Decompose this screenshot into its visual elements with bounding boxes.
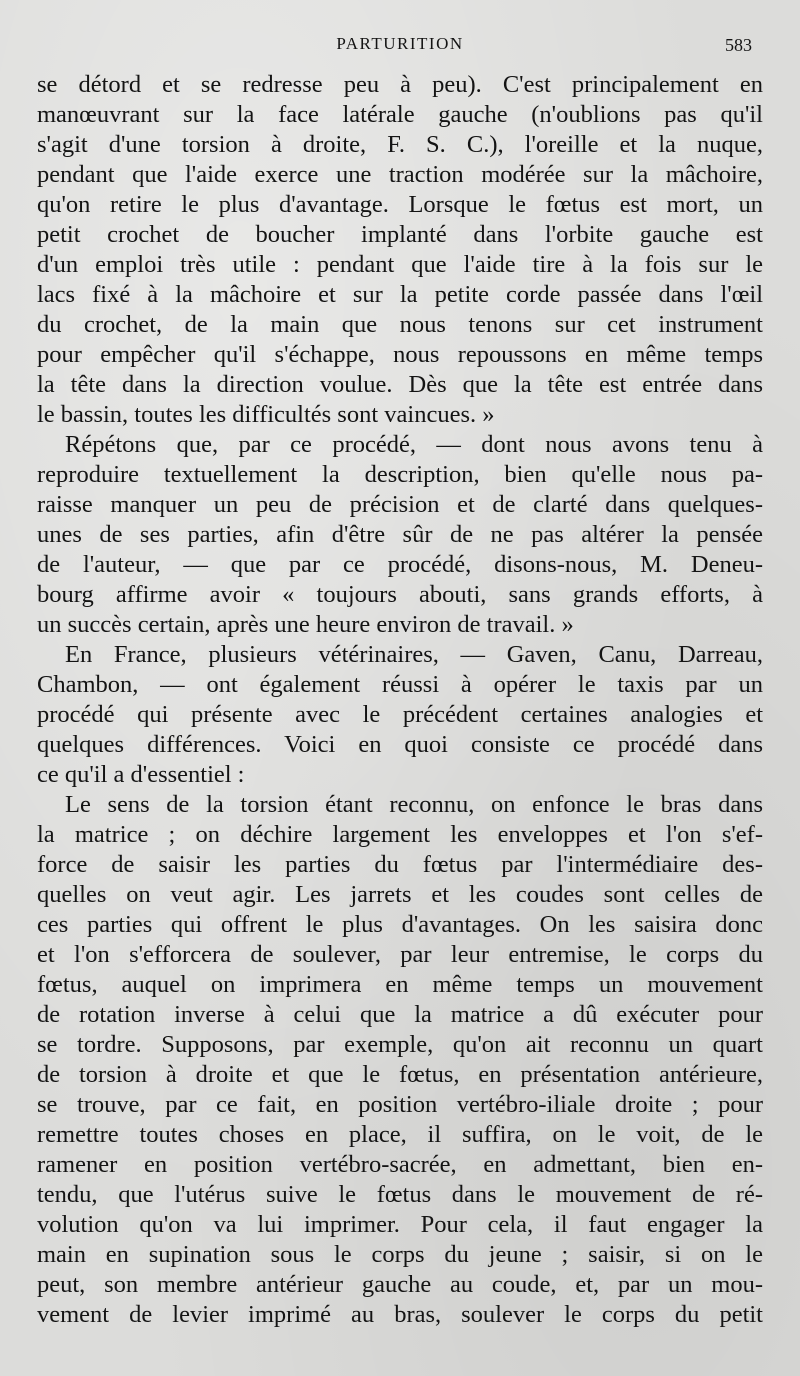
text-line: qu'on retire le plus d'avantage. Lorsque le fœtus est mort, un [37, 191, 763, 218]
text-line: d'un emploi très utile : pendant que l'aide tire à la fois sur le [37, 251, 763, 278]
text-line: ramener en position vertébro-sacrée, en admettant, bien en- [37, 1151, 763, 1178]
text-line: pour empêcher qu'il s'échappe, nous repoussons en même temps [37, 341, 763, 368]
text-line: force de saisir les parties du fœtus par l'intermédiaire des- [37, 851, 763, 878]
text-line: lacs fixé à la mâchoire et sur la petite corde passée dans l'œil [37, 281, 763, 308]
text-line: un succès certain, après une heure environ de travail. » [37, 611, 574, 638]
text-line: bourg affirme avoir « toujours abouti, sans grands efforts, à [37, 581, 763, 608]
text-line: du crochet, de la main que nous tenons sur cet instrument [37, 311, 763, 338]
text-line: raisse manquer un peu de précision et de clarté dans quelques- [37, 491, 763, 518]
text-line: peut, son membre antérieur gauche au coude, et, par un mou- [37, 1271, 763, 1298]
text-line: Répétons que, par ce procédé, — dont nous avons tenu à [65, 431, 763, 458]
body-text [37, 70, 763, 1330]
text-line: volution qu'on va lui imprimer. Pour cela, il faut engager la [37, 1211, 763, 1238]
text-line: unes de ses parties, afin d'être sûr de ne pas altérer la pensée [37, 521, 763, 548]
text-line: la matrice ; on déchire largement les enveloppes et l'on s'ef- [37, 821, 763, 848]
text-line: tendu, que l'utérus suive le fœtus dans le mouvement de ré- [37, 1181, 763, 1208]
page-number: 583 [725, 35, 752, 55]
text-line: vement de levier imprimé au bras, soulever le corps du petit [37, 1301, 763, 1328]
text-line: ces parties qui offrent le plus d'avantages. On les saisira donc [37, 911, 763, 938]
text-line: et l'on s'efforcera de soulever, par leur entremise, le corps du [37, 941, 763, 968]
text-line: quelques différences. Voici en quoi consiste ce procédé dans [37, 731, 763, 758]
text-line: procédé qui présente avec le précédent certaines analogies et [37, 701, 763, 728]
text-line: fœtus, auquel on imprimera en même temps un mouvement [37, 971, 763, 998]
text-line: reproduire textuellement la description, bien qu'elle nous pa- [37, 461, 763, 488]
text-line: la tête dans la direction voulue. Dès que la tête est entrée dans [37, 371, 763, 398]
text-line: de torsion à droite et que le fœtus, en présentation antérieure, [37, 1061, 763, 1088]
text-line: de rotation inverse à celui que la matrice a dû exécuter pour [37, 1001, 763, 1028]
text-line: remettre toutes choses en place, il suffira, on le voit, de le [37, 1121, 763, 1148]
text-line: ce qu'il a d'essentiel : [37, 761, 245, 788]
text-line: Chambon, — ont également réussi à opérer le taxis par un [37, 671, 763, 698]
text-line: se tordre. Supposons, par exemple, qu'on ait reconnu un quart [37, 1031, 763, 1058]
text-line: main en supination sous le corps du jeune ; saisir, si on le [37, 1241, 763, 1268]
text-line: se trouve, par ce fait, en position vertébro-iliale droite ; pour [37, 1091, 763, 1118]
text-line: se détord et se redresse peu à peu). C'est principalement en [37, 71, 763, 98]
text-line: s'agit d'une torsion à droite, F. S. C.), l'oreille et la nuque, [37, 131, 763, 158]
text-line: manœuvrant sur la face latérale gauche (n'oublions pas qu'il [37, 101, 763, 128]
text-line: En France, plusieurs vétérinaires, — Gaven, Canu, Darreau, [65, 641, 763, 668]
text-line: Le sens de la torsion étant reconnu, on enfonce le bras dans [65, 791, 763, 818]
text-line: pendant que l'aide exerce une traction modérée sur la mâchoire, [37, 161, 763, 188]
running-title: PARTURITION [336, 34, 464, 53]
page-header [0, 34, 800, 58]
text-line: quelles on veut agir. Les jarrets et les coudes sont celles de [37, 881, 763, 908]
text-line: le bassin, toutes les difficultés sont vaincues. » [37, 401, 495, 428]
text-line: de l'auteur, — que par ce procédé, disons-nous, M. Deneu- [37, 551, 763, 578]
text-line: petit crochet de boucher implanté dans l'orbite gauche est [37, 221, 763, 248]
